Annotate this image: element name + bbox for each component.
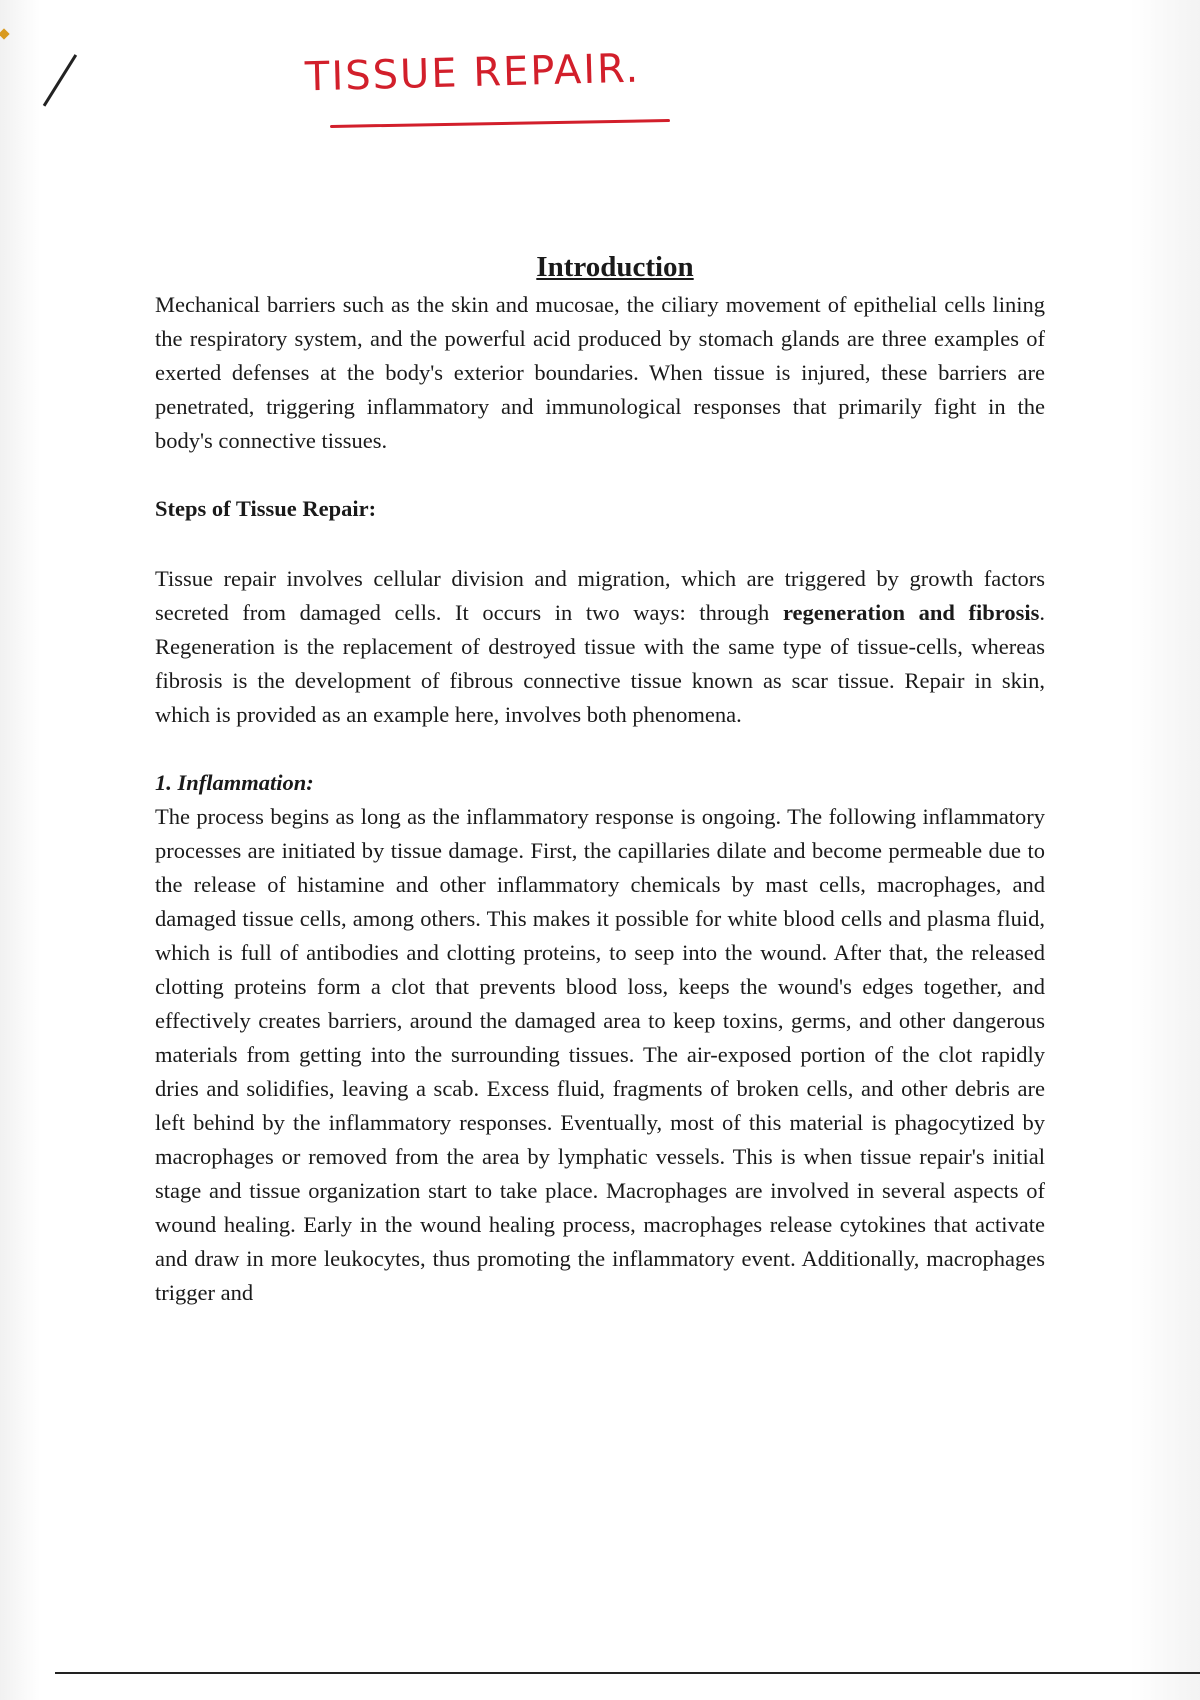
intro-paragraph: Mechanical barriers such as the skin and mucosae, the ciliary movement of epithelial cells lining the respiratory system, and the powerful acid produced by stomach glands are three examples of exerted defenses at the body's exterior boundaries. When tissue is injured, these barriers are penetrated, triggering inflammatory and immunological responses that primarily fight in the body's connective tissues. [155,292,1045,453]
steps-text-start: Tissue repair involves cellular division and migration, which are triggered by growth factors secreted from damaged cells. It occurs in two ways: through [155,566,1045,625]
inflammation-heading: 1. Inflammation: [155,770,314,795]
steps-paragraph [155,562,1045,732]
steps-text-bold: regeneration and fibrosis [782,600,1040,625]
handwritten-title: TISSUE REPAIR. [304,45,641,101]
handwritten-slash-mark [43,54,82,110]
bottom-rule [55,1672,1200,1674]
title-underline [330,119,670,128]
document-body [155,250,1045,1310]
corner-mark [0,28,10,39]
steps-text-end: . Regeneration is the replacement of destroyed tissue with the same type of tissue-cells, whereas fibrosis is the development of fibrous connective tissue known as scar tissue. Repair in skin, which is provided as an example here, involves both phenomena. [155,600,1045,727]
inflammation-paragraph: The process begins as long as the inflammatory response is ongoing. The following inflammatory processes are initiated by tissue damage. First, the capillaries dilate and become permeable due to the release of histamine and other inflammatory chemicals by mast cells, macrophages, and damaged tissue cells, among others. This makes it possible for white blood cells and plasma fluid, which is full of antibodies and clotting proteins, to seep into the wound. After that, the released clotting proteins form a clot that prevents blood loss, keeps the wound's edges together, and effectively creates barriers, around the damaged area to keep toxins, germs, and other dangerous materials from getting into the surrounding tissues. The air-exposed portion of the clot rapidly dries and solidifies, leaving a scab. Excess fluid, fragments of broken cells, and other debris are left behind by the inflammatory responses. Eventually, most of this material is phagocytized by macrophages or removed from the area by lymphatic vessels. This is when tissue repair's initial stage and tissue organization start to take place. Macrophages are involved in several aspects of wound healing. Early in the wound healing process, macrophages release cytokines that activate and draw in more leukocytes, thus promoting the inflammatory event. Additionally, macrophages trigger and [155,804,1045,1305]
intro-heading: Introduction [536,251,694,283]
steps-heading: Steps of Tissue Repair: [155,496,377,521]
